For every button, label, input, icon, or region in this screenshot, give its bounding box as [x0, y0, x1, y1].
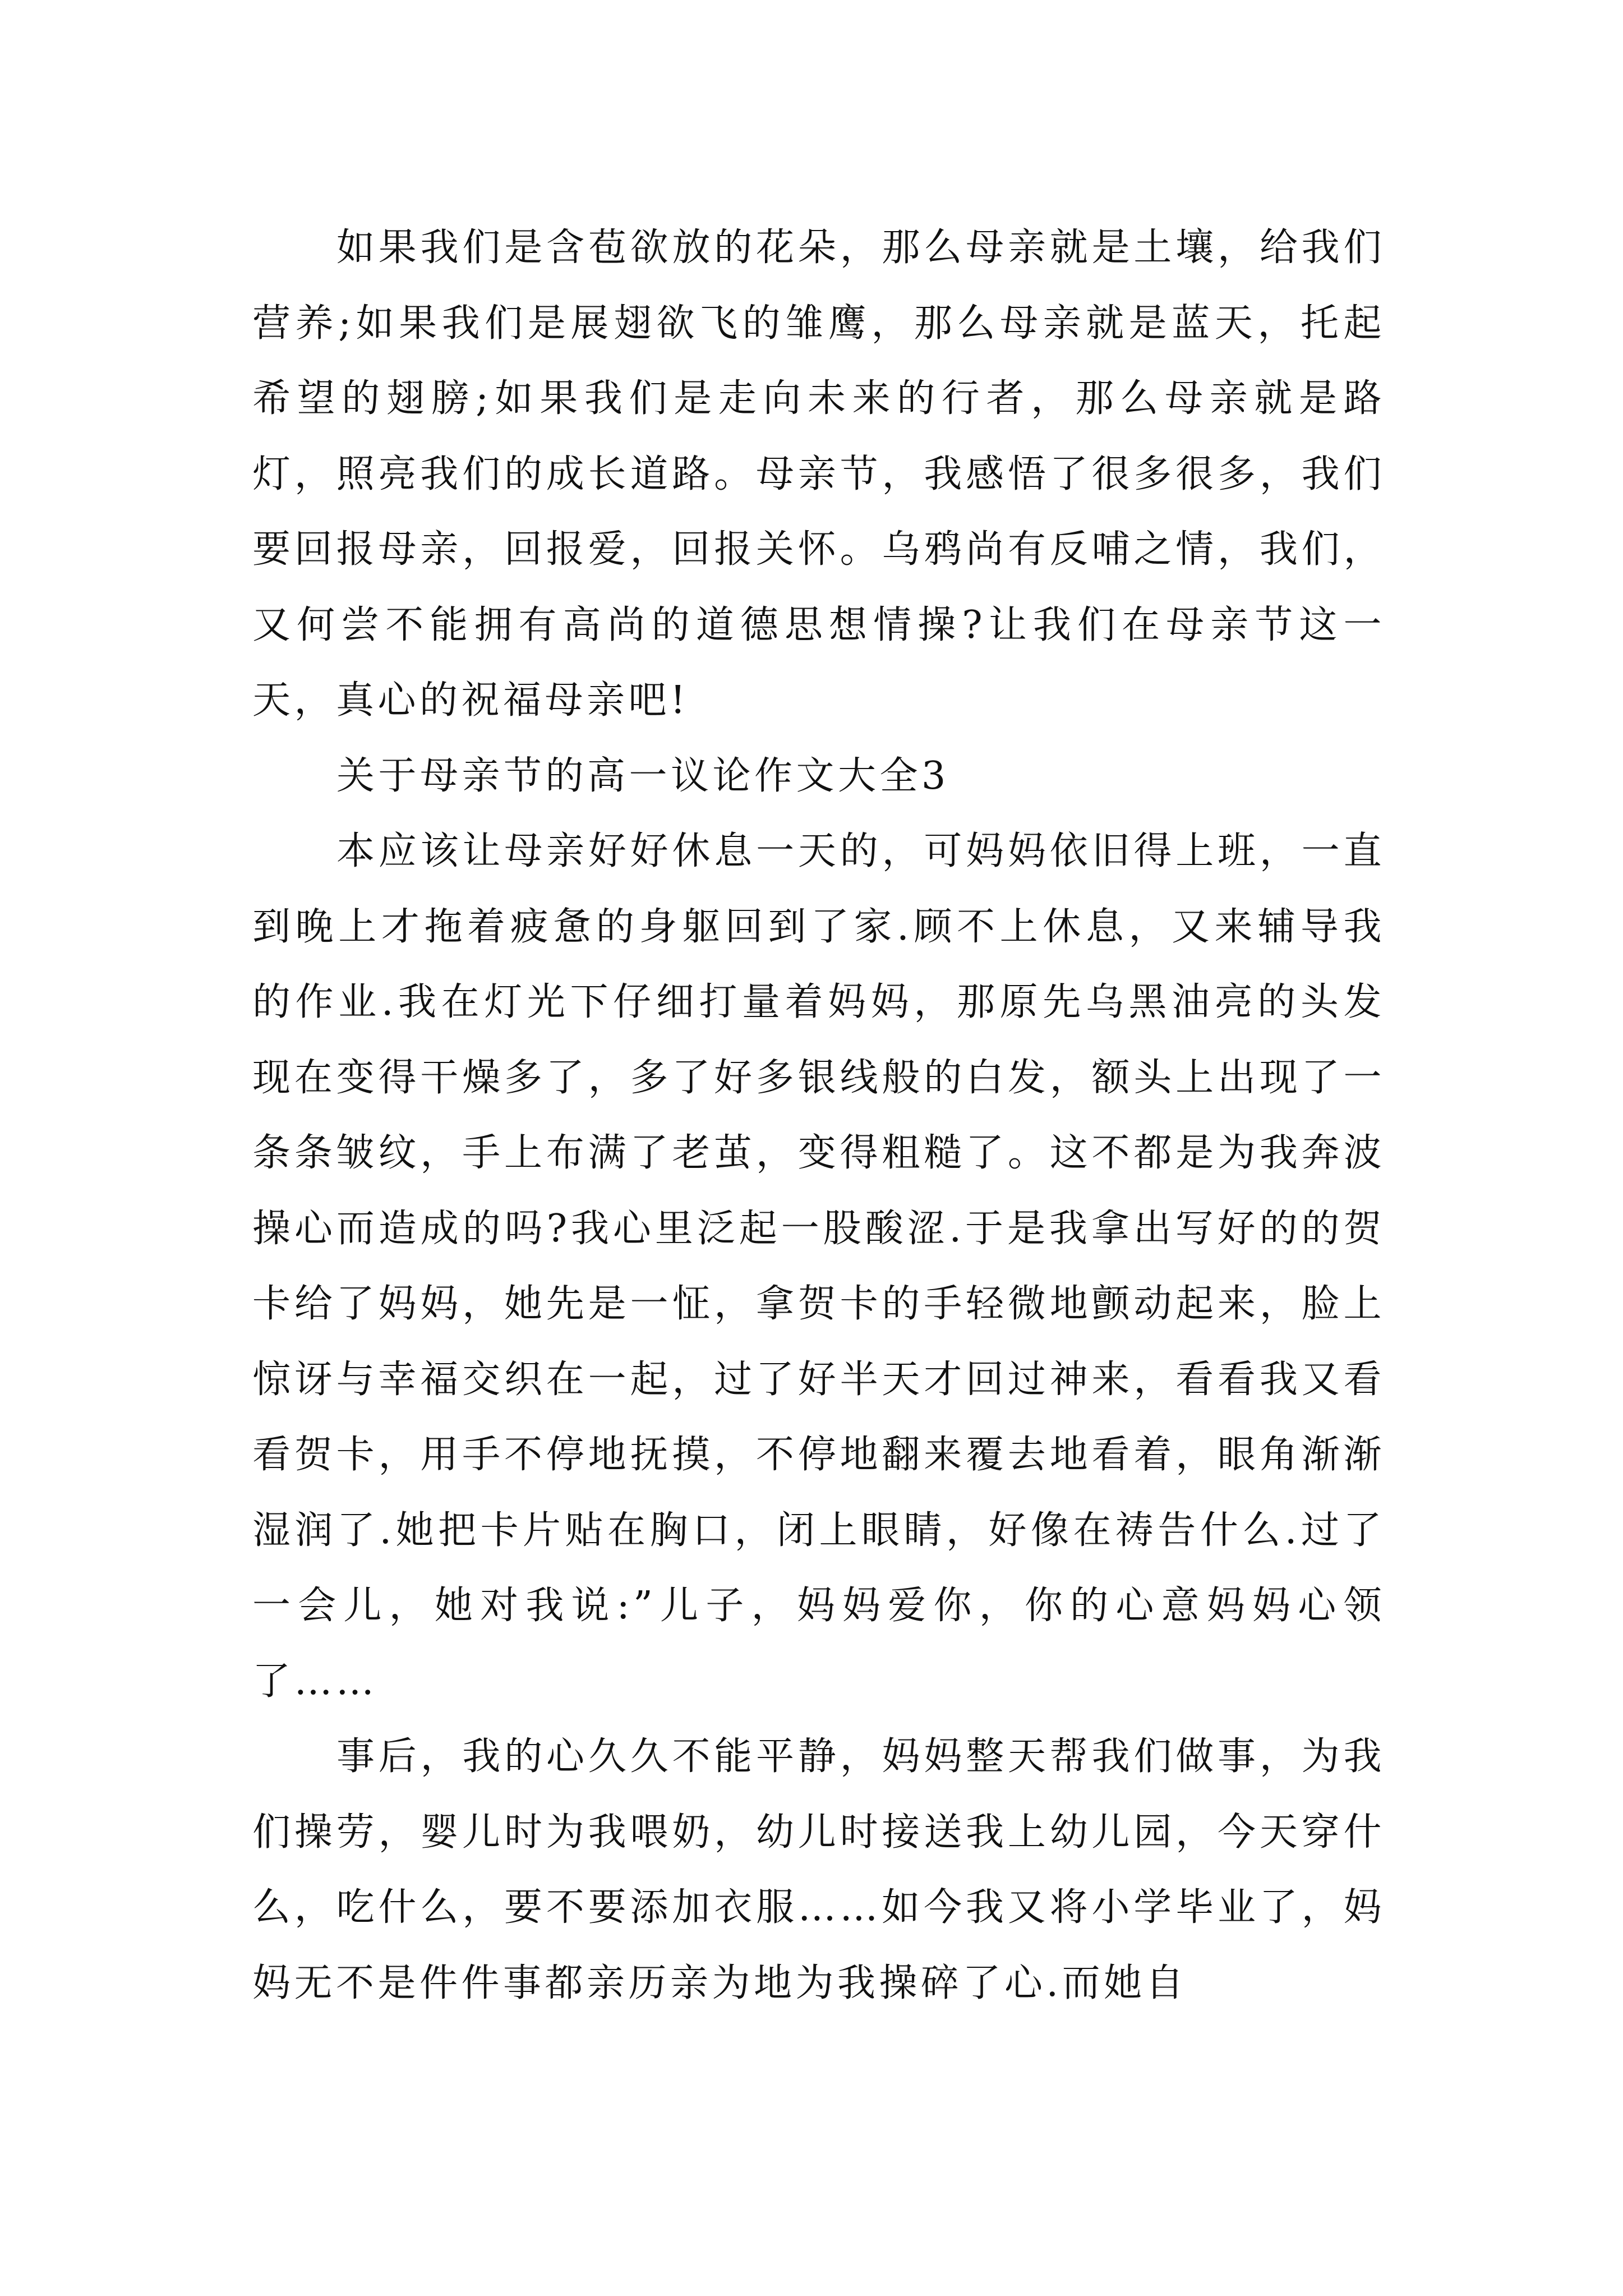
article-body [252, 210, 1385, 2021]
paragraph-1: 如果我们是含苞欲放的花朵，那么母亲就是土壤，给我们营养;如果我们是展翅欲飞的雏鹰，那么母亲就是蓝天，托起希望的翅膀;如果我们是走向未来的行者，那么母亲就是路灯，照亮我们的成长道路。母亲节，我感悟了很多很多，我们要回报母亲，回报爱，回报关怀。乌鸦尚有反哺之情，我们，又何尝不能拥有高尚的道德思想情操?让我们在母亲节这一天，真心的祝福母亲吧! [252, 226, 1385, 723]
paragraph-2: 本应该让母亲好好休息一天的，可妈妈依旧得上班，一直到晚上才拖着疲惫的身躯回到了家.顾不上休息，又来辅导我的作业.我在灯光下仔细打量着妈妈，那原先乌黑油亮的头发现在变得干燥多了，多了好多银线般的白发，额头上出现了一条条皱纹，手上布满了老茧，变得粗糙了。这不都是为我奔波操心而造成的吗?我心里泛起一股酸涩.于是我拿出写好的的贺卡给了妈妈，她先是一怔，拿贺卡的手轻微地颤动起来，脸上惊讶与幸福交织在一起，过了好半天才回过神来，看看我又看看贺卡，用手不停地抚摸，不停地翻来覆去地看着，眼角渐渐湿润了.她把卡片贴在胸口，闭上眼睛，好像在祷告什么.过了一会儿，她对我说:”儿子，妈妈爱你，你的心意妈妈心领了…… [252, 829, 1385, 1704]
paragraph-3: 事后，我的心久久不能平静，妈妈整天帮我们做事，为我们操劳，婴儿时为我喂奶，幼儿时接送我上幼儿园，今天穿什么，吃什么，要不要添加衣服……如今我又将小学毕业了，妈妈无不是件件事都亲历亲为地为我操碎了心.而她自 [252, 1734, 1385, 2005]
section-heading: 关于母亲节的高一议论作文大全3 [336, 753, 949, 798]
